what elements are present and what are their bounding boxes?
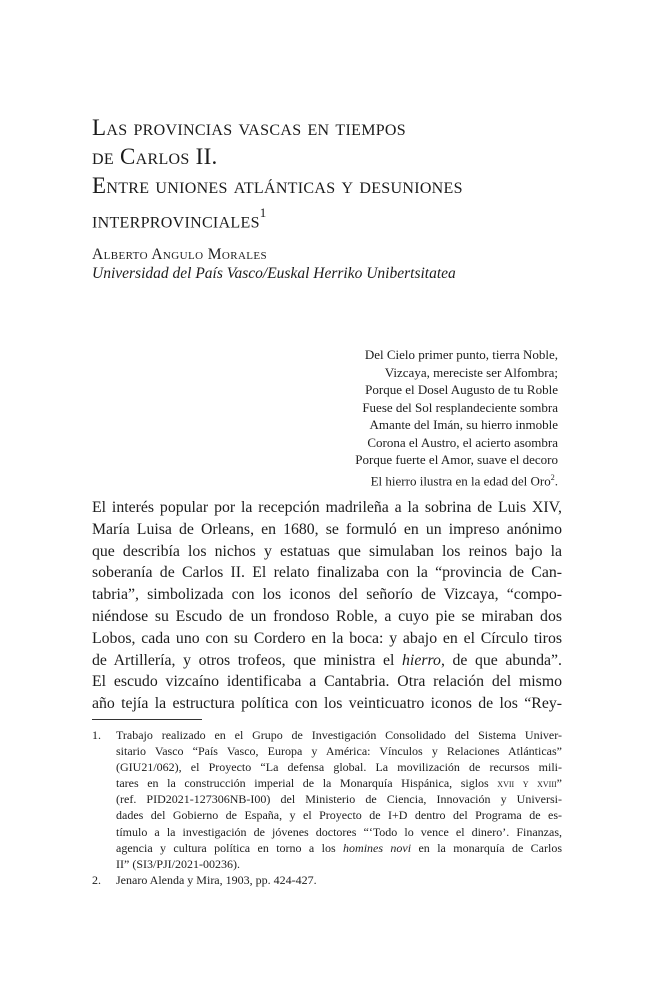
- epigraph-line: [355, 469, 558, 490]
- body-text-segment: , de que abunda”.: [440, 651, 563, 669]
- footnote-line: (ref. PID2021-127306NB-I00) del Ministerio de Ciencia, Innovación y Universi-: [116, 792, 562, 807]
- epigraph-period: .: [554, 472, 558, 488]
- author-affiliation: Universidad del País Vasco/Euskal Herriko Unibertsitatea: [92, 265, 456, 282]
- title-line: de Carlos II.: [92, 144, 218, 169]
- emphasis-hierro: hierro: [402, 651, 441, 669]
- author-name: Alberto Angulo Morales: [92, 246, 268, 263]
- body-line: María Luisa de Orleans, en 1680, se formuló en un impreso anónimo: [92, 520, 562, 538]
- epigraph-line: Amante del Imán, su hierro inmoble: [369, 417, 558, 432]
- footnote-line: sitario Vasco “País Vasco, Europa y América: Vínculos y Relaciones Atlánticas”: [116, 744, 562, 759]
- centuries-small-caps: xvii y xviii: [497, 776, 557, 791]
- title-line-text: interprovinciales: [92, 207, 260, 233]
- body-text-segment: de Artillería, y otros trofeos, que ministra el: [92, 651, 403, 669]
- footnote-line: Jenaro Alenda y Mira, 1903, pp. 424-427.: [116, 872, 317, 887]
- footnote-number: 1.: [92, 728, 101, 742]
- footnote-separator: [92, 719, 202, 720]
- emphasis-homines-novi: homines novi: [343, 840, 412, 855]
- body-line: año tejía la estructura política con los veinticuatro iconos de los “Rey-: [92, 695, 562, 713]
- footnote-number: 2.: [92, 872, 101, 887]
- title-line: Entre uniones atlánticas y desuniones: [92, 173, 463, 198]
- epigraph-line: Porque el Dosel Augusto de tu Roble: [365, 382, 558, 397]
- footnote-text-segment: en la monarquía de Carlos: [411, 840, 562, 855]
- epigraph-line: Fuese del Sol resplandeciente sombra: [362, 399, 558, 415]
- footnote-text-segment: agencia y cultura política en torno a los: [116, 840, 344, 855]
- footnote-line: Trabajo realizado en el Grupo de Investigación Consolidado del Sistema Univer-: [116, 728, 562, 742]
- epigraph-line: Porque fuerte el Amor, suave el decoro: [355, 452, 558, 467]
- footnote-ref-2[interactable]: 2: [550, 472, 555, 482]
- body-line: que describía los nichos y estatuas que simulaban los reinos bajo la: [92, 542, 562, 560]
- footnote-line: tímulo a la investigación de jóvenes doctores “‘Todo lo vence el dinero’. Finanzas,: [116, 824, 562, 839]
- body-paragraph: [92, 497, 562, 715]
- epigraph-line: Vizcaya, mereciste ser Alfombra;: [384, 364, 558, 380]
- footnote-text-segment: ”: [556, 776, 562, 791]
- footnote-line: (GIU21/062), el Proyecto “La defensa global. La movilización de recursos mili-: [116, 760, 562, 775]
- body-line: [92, 650, 562, 672]
- article-title: [92, 113, 582, 235]
- epigraph: [355, 346, 558, 489]
- footnote-line: [116, 775, 562, 791]
- epigraph-line: Del Cielo primer punto, tierra Noble,: [364, 347, 558, 362]
- body-line: El interés popular por la recepción madrileña a la sobrina de Luis XIV,: [92, 499, 562, 516]
- title-line: Las provincias vascas en tiempos: [92, 115, 406, 140]
- footnotes: [92, 727, 562, 888]
- title-line: [92, 200, 582, 235]
- footnote-ref-1[interactable]: 1: [259, 205, 267, 220]
- body-line: niéndose su Escudo de un frondoso Roble, a cuyo pie se miraban dos: [92, 607, 562, 625]
- footnote-line: [116, 840, 562, 856]
- epigraph-line-text: El hierro ilustra en la edad del Oro: [370, 472, 551, 488]
- body-line: El escudo vizcaíno identificaba a Cantabria. Otra relación del mismo: [92, 673, 562, 691]
- footnote-1: [92, 727, 562, 872]
- footnote-2: [92, 872, 562, 888]
- footnote-line: II” (SI3/PJI/2021-00236).: [116, 856, 240, 871]
- body-line: tabria”, simbolizada con los iconos del señorío de Vizcaya, “compo-: [92, 586, 562, 604]
- footnote-line: dades del Gobierno de España, y el Proyecto de I+D dentro del Programa de es-: [116, 808, 562, 823]
- body-line: soberanía de Carlos II. El relato finalizaba con la “provincia de Can-: [92, 564, 562, 582]
- body-line: Lobos, cada uno con su Cordero en la boca: y abajo en el Círculo tiros: [92, 629, 562, 647]
- epigraph-line: Corona el Austro, el acierto asombra: [367, 434, 558, 450]
- footnote-text-segment: tares en la construcción imperial de la Monarquía Hispánica, siglos: [116, 776, 498, 791]
